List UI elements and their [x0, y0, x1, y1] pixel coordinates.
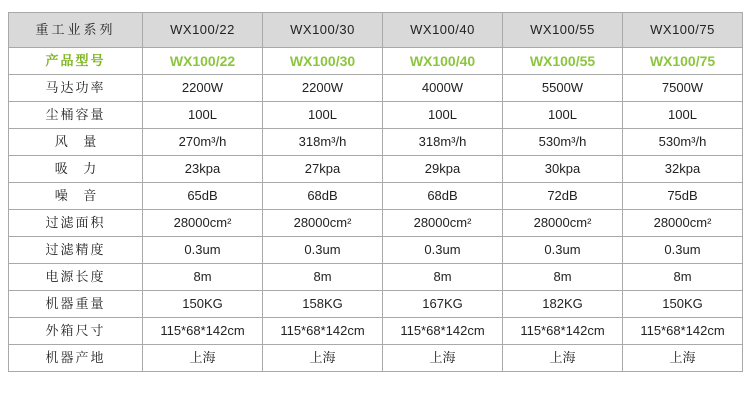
table-cell: 28000cm²	[383, 210, 503, 237]
column-header-model: WX100/40	[383, 13, 503, 48]
table-header-row	[9, 13, 743, 48]
table-row	[9, 210, 743, 237]
row-label: 过滤精度	[9, 237, 143, 264]
table-cell: WX100/55	[503, 48, 623, 75]
table-cell: 29kpa	[383, 156, 503, 183]
column-header-model: WX100/30	[263, 13, 383, 48]
table-cell: 28000cm²	[503, 210, 623, 237]
table-row	[9, 75, 743, 102]
row-label: 电源长度	[9, 264, 143, 291]
column-header-model: WX100/55	[503, 13, 623, 48]
table-cell: 2200W	[263, 75, 383, 102]
column-header-model: WX100/22	[143, 13, 263, 48]
table-cell: 167KG	[383, 291, 503, 318]
table-cell: WX100/30	[263, 48, 383, 75]
table-cell: 72dB	[503, 183, 623, 210]
table-cell: 68dB	[383, 183, 503, 210]
table-cell: 28000cm²	[263, 210, 383, 237]
row-label: 吸 力	[9, 156, 143, 183]
table-cell: 530m³/h	[623, 129, 743, 156]
row-label: 尘桶容量	[9, 102, 143, 129]
table-cell: 上海	[623, 345, 743, 372]
table-cell: 23kpa	[143, 156, 263, 183]
table-cell: 28000cm²	[623, 210, 743, 237]
row-label: 外箱尺寸	[9, 318, 143, 345]
series-title: 重工业系列	[9, 13, 143, 48]
table-cell: 0.3um	[503, 237, 623, 264]
table-row	[9, 129, 743, 156]
table-row	[9, 345, 743, 372]
table-cell: 上海	[503, 345, 623, 372]
table-row	[9, 237, 743, 264]
table-cell: 上海	[143, 345, 263, 372]
row-label: 马达功率	[9, 75, 143, 102]
table-row	[9, 264, 743, 291]
specification-table	[8, 12, 743, 372]
table-row	[9, 318, 743, 345]
table-cell: 8m	[503, 264, 623, 291]
table-cell: 5500W	[503, 75, 623, 102]
table-cell: 75dB	[623, 183, 743, 210]
table-cell: 100L	[623, 102, 743, 129]
table-cell: 68dB	[263, 183, 383, 210]
table-row	[9, 48, 743, 75]
row-label: 产品型号	[9, 48, 143, 75]
table-cell: 158KG	[263, 291, 383, 318]
table-row	[9, 102, 743, 129]
table-row	[9, 183, 743, 210]
table-cell: 0.3um	[263, 237, 383, 264]
table-cell: 上海	[383, 345, 503, 372]
table-cell: 182KG	[503, 291, 623, 318]
table-cell: 318m³/h	[383, 129, 503, 156]
table-cell: 7500W	[623, 75, 743, 102]
table-cell: WX100/75	[623, 48, 743, 75]
table-cell: 8m	[263, 264, 383, 291]
table-cell: 150KG	[143, 291, 263, 318]
table-cell: WX100/22	[143, 48, 263, 75]
table-cell: 100L	[143, 102, 263, 129]
table-cell: 115*68*142cm	[383, 318, 503, 345]
table-cell: 318m³/h	[263, 129, 383, 156]
table-cell: 27kpa	[263, 156, 383, 183]
table-cell: 100L	[263, 102, 383, 129]
table-cell: 4000W	[383, 75, 503, 102]
table-cell: 8m	[143, 264, 263, 291]
table-cell: 上海	[263, 345, 383, 372]
table-cell: 115*68*142cm	[503, 318, 623, 345]
row-label: 机器产地	[9, 345, 143, 372]
table-cell: 8m	[383, 264, 503, 291]
table-cell: 28000cm²	[143, 210, 263, 237]
table-cell: 100L	[503, 102, 623, 129]
table-cell: 115*68*142cm	[143, 318, 263, 345]
column-header-model: WX100/75	[623, 13, 743, 48]
table-cell: 0.3um	[383, 237, 503, 264]
table-cell: 100L	[383, 102, 503, 129]
row-label: 风 量	[9, 129, 143, 156]
row-label: 机器重量	[9, 291, 143, 318]
table-cell: 32kpa	[623, 156, 743, 183]
row-label: 噪 音	[9, 183, 143, 210]
table-cell: 115*68*142cm	[263, 318, 383, 345]
table-cell: 30kpa	[503, 156, 623, 183]
table-cell: 270m³/h	[143, 129, 263, 156]
table-cell: 530m³/h	[503, 129, 623, 156]
table-cell: 65dB	[143, 183, 263, 210]
table-cell: 115*68*142cm	[623, 318, 743, 345]
table-cell: 150KG	[623, 291, 743, 318]
table-cell: 0.3um	[623, 237, 743, 264]
row-label: 过滤面积	[9, 210, 143, 237]
table-cell: WX100/40	[383, 48, 503, 75]
table-cell: 0.3um	[143, 237, 263, 264]
table-row	[9, 156, 743, 183]
table-cell: 8m	[623, 264, 743, 291]
table-row	[9, 291, 743, 318]
table-cell: 2200W	[143, 75, 263, 102]
